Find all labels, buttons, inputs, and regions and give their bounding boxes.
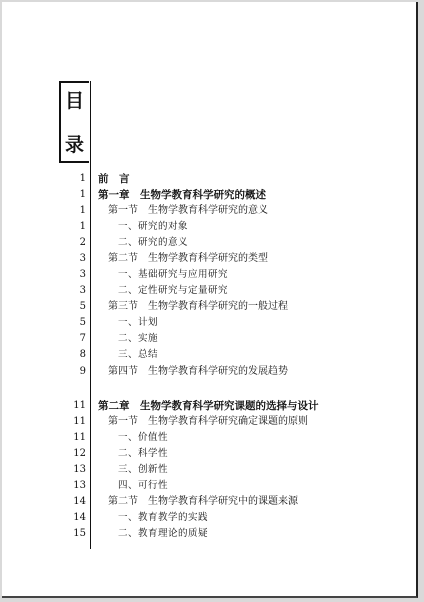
toc-entry-text: 二、教育理论的质疑: [118, 528, 209, 539]
toc-entry[interactable]: [2, 462, 418, 478]
toc-entry-text: 第三节 生物学教育科学研究的一般过程: [108, 301, 288, 312]
toc-page-number: 1: [79, 173, 86, 184]
document-page: [2, 2, 418, 598]
toc-entry-text: 第一节 生物学教育科学研究的意义: [108, 205, 268, 216]
toc-title-char-2: 录: [65, 134, 85, 156]
toc-entry-text: 第一节 生物学教育科学研究确定课题的原则: [108, 416, 308, 427]
toc-entry[interactable]: [2, 283, 418, 299]
toc-entry[interactable]: [2, 446, 418, 462]
toc-entry[interactable]: [2, 347, 418, 363]
toc-title-box: [59, 81, 89, 163]
toc-entry[interactable]: [2, 315, 418, 331]
toc-entry-text: 二、研究的意义: [118, 237, 189, 248]
toc-entry-text: 二、定性研究与定量研究: [118, 285, 229, 296]
toc-entry[interactable]: [2, 331, 418, 347]
toc-page-number: 3: [79, 253, 86, 264]
toc-page-number: 12: [73, 448, 86, 459]
toc-page-number: 2: [79, 237, 86, 248]
toc-page-number: 1: [79, 205, 86, 216]
toc-entry[interactable]: [2, 171, 418, 187]
toc-entry-text: 第二节 生物学教育科学研究的类型: [108, 253, 268, 264]
toc-entry-text: 一、研究的对象: [118, 221, 189, 232]
toc-page-number: 3: [79, 285, 86, 296]
toc-page-number: 14: [73, 496, 86, 507]
toc-entry[interactable]: [2, 251, 418, 267]
toc-page-number: 13: [73, 480, 86, 491]
toc-entry[interactable]: [2, 299, 418, 315]
toc-entry-text: 一、教育教学的实践: [118, 512, 209, 523]
toc-entry[interactable]: [2, 235, 418, 251]
toc-page-number: 5: [79, 317, 86, 328]
toc-entry-text: 一、计划: [118, 317, 159, 328]
toc-page-number: 3: [79, 269, 86, 280]
toc-page-number: 11: [73, 400, 86, 411]
toc-page-number: 11: [73, 416, 86, 427]
toc-entry[interactable]: [2, 430, 418, 446]
toc-page-number: 11: [73, 432, 86, 443]
toc-entry-text: 第二章 生物学教育科学研究课题的选择与设计: [98, 400, 319, 412]
toc-entry[interactable]: [2, 510, 418, 526]
toc-page-number: 8: [79, 349, 86, 360]
toc-entry-text: 四、可行性: [118, 480, 169, 491]
toc-entry-text: 三、总结: [118, 349, 159, 360]
toc-entry-text: 前 言: [98, 173, 130, 185]
toc-entry-text: 第一章 生物学教育科学研究的概述: [98, 189, 266, 201]
toc-entry-text: 一、基础研究与应用研究: [118, 269, 229, 280]
toc-entry-text: 一、价值性: [118, 432, 169, 443]
toc-page-number: 1: [79, 221, 86, 232]
toc-entry-text: 二、实施: [118, 333, 159, 344]
toc-entry-text: 第四节 生物学教育科学研究的发展趋势: [108, 366, 288, 377]
toc-entry[interactable]: [2, 219, 418, 235]
toc-title-char-1: 目: [65, 90, 85, 112]
toc-page-number: 9: [79, 366, 86, 377]
toc-entry[interactable]: [2, 478, 418, 494]
toc-entry[interactable]: [2, 203, 418, 219]
toc-entry-text: 二、科学性: [118, 448, 169, 459]
toc-page-number: 15: [73, 528, 86, 539]
toc-page-number: 5: [79, 301, 86, 312]
toc-page-number: 13: [73, 464, 86, 475]
toc-entry-text: 三、创新性: [118, 464, 169, 475]
toc-page-number: 14: [73, 512, 86, 523]
toc-entry[interactable]: [2, 494, 418, 510]
toc-page-number: 1: [79, 189, 86, 200]
toc-entry[interactable]: [2, 267, 418, 283]
toc-page-number: 7: [79, 333, 86, 344]
toc-entry[interactable]: [2, 526, 418, 542]
toc-entry-text: 第二节 生物学教育科学研究中的课题来源: [108, 496, 298, 507]
toc-entry[interactable]: [2, 364, 418, 380]
toc-entry[interactable]: [2, 398, 418, 414]
toc-entry[interactable]: [2, 187, 418, 203]
toc-entry[interactable]: [2, 414, 418, 430]
